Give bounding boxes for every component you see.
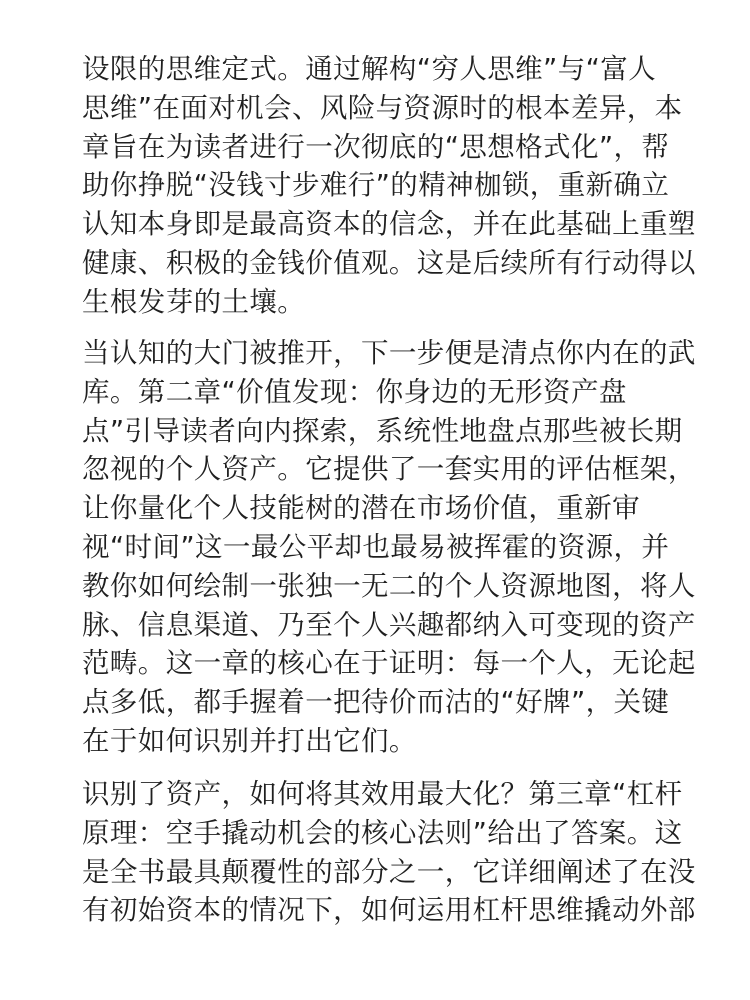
text-line: 健康、积极的金钱价值观。这是后续所有行动得以 <box>82 246 696 279</box>
text-line: 脉、信息渠道、乃至个人兴趣都纳入可变现的资产 <box>82 608 696 641</box>
text-line: 教你如何绘制一张独一无二的个人资源地图，将人 <box>82 569 696 602</box>
paragraph-1 <box>82 50 696 322</box>
text-line: 识别了资产，如何将其效用最大化？第三章“杠杆 <box>82 778 683 810</box>
text-line: 在于如何识别并打出它们。 <box>82 724 417 757</box>
text-line: 章旨在为读者进行一次彻底的“思想格式化”，帮 <box>82 130 670 163</box>
text-line: 视“时间”这一最公平却也最易被挥霍的资源，并 <box>82 530 670 563</box>
text-line: 助你挣脱“没钱寸步难行”的精神枷锁，重新确立 <box>82 169 670 202</box>
text-line: 有初始资本的情况下，如何运用杠杆思维撬动外部 <box>82 894 696 927</box>
paragraph-3 <box>82 775 696 930</box>
text-line: 点多低，都手握着一把待价而沽的“好牌”，关键 <box>82 686 670 719</box>
text-line: 是全书最具颠覆性的部分之一，它详细阐述了在没 <box>82 855 696 888</box>
text-line: 范畴。这一章的核心在于证明：每一个人，无论起 <box>82 647 696 680</box>
text-line: 设限的思维定式。通过解构“穷人思维”与“富人 <box>82 53 657 85</box>
text-line: 认知本身即是最高资本的信念，并在此基础上重塑 <box>82 208 696 241</box>
paragraph-2 <box>82 334 696 761</box>
text-line: 当认知的大门被推开，下一步便是清点你内在的武 <box>82 337 696 369</box>
text-line: 忽视的个人资产。它提供了一套实用的评估框架， <box>82 453 696 486</box>
text-line: 生根发芽的土壤。 <box>82 285 306 318</box>
text-line: 思维”在面对机会、风险与资源时的根本差异，本 <box>82 91 683 124</box>
text-line: 点”引导读者向内探索，系统性地盘点那些被长期 <box>82 414 683 447</box>
text-line: 让你量化个人技能树的潜在市场价值，重新审 <box>82 492 640 525</box>
text-line: 库。第二章“价值发现：你身边的无形资产盘 <box>82 375 627 408</box>
text-line: 原理：空手撬动机会的核心法则”给出了答案。这 <box>82 816 683 849</box>
